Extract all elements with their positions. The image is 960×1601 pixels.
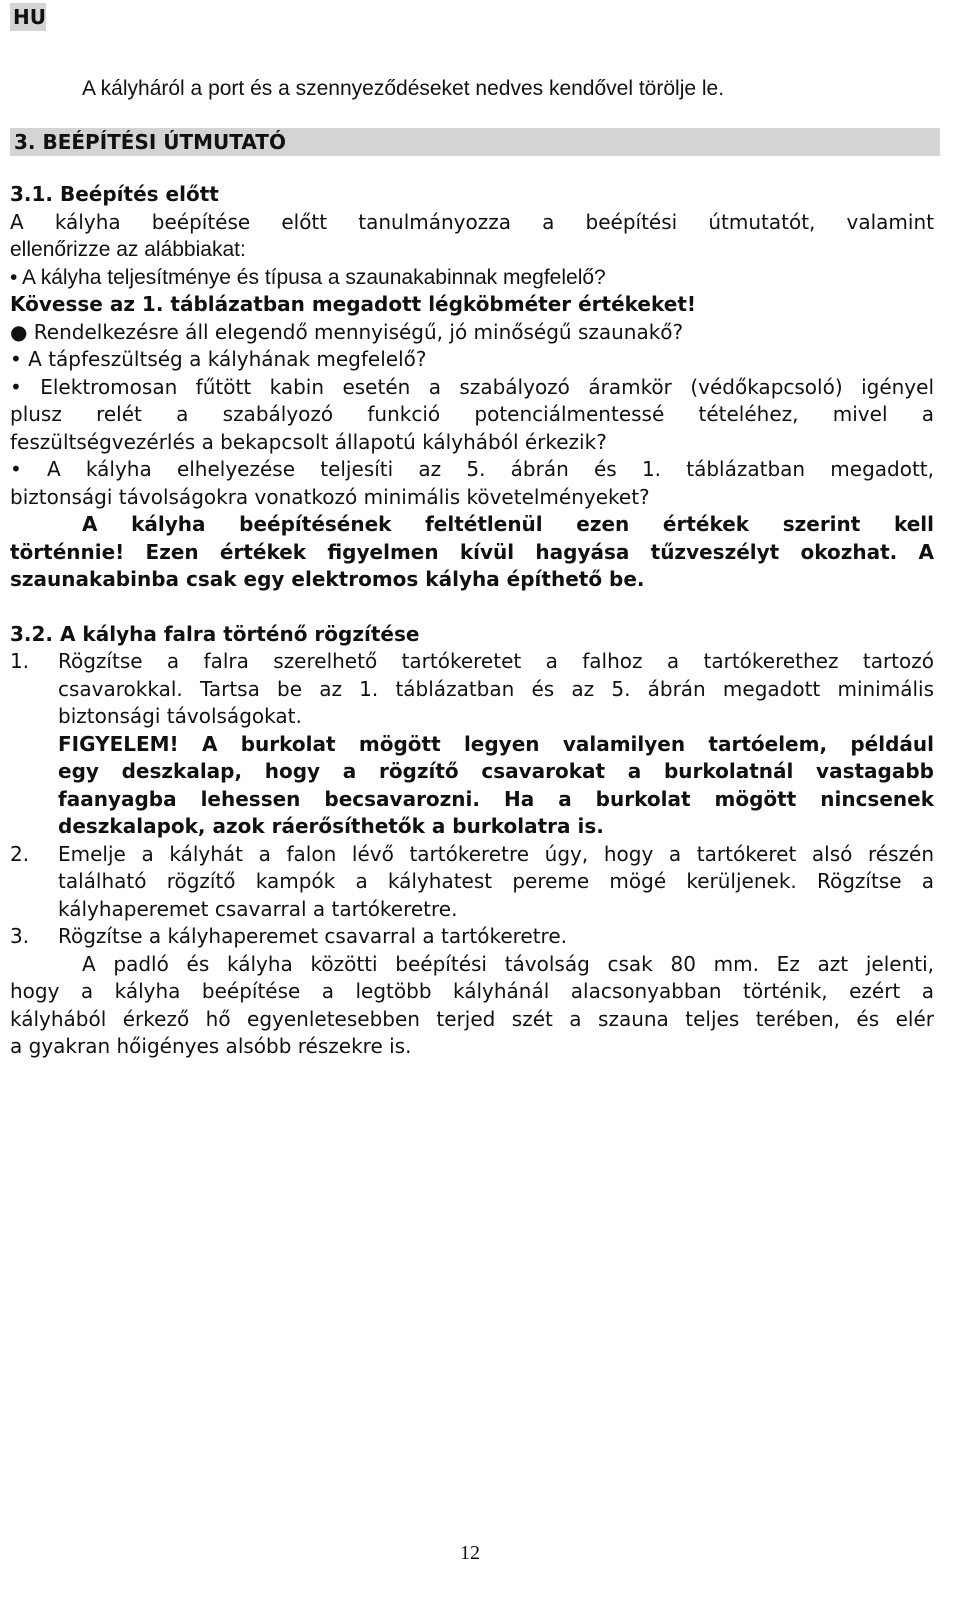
bullet-item: • A kályha teljesítménye és típusa a szaunakabinnak megfelelő? [10,265,606,289]
bullet-emphasis: Kövesse az 1. táblázatban megadott légköbméter értékeket! [10,292,696,316]
language-tag: HU [10,3,46,31]
bullet-item: • Elektromosan fűtött kabin esetén a szabályozó áramkör (védőkapcsoló) igényel [10,374,934,399]
subsection-title-3-1: 3.1. Beépítés előtt [10,182,219,206]
list-line: biztonsági távolságokat. [58,704,302,728]
warning-line: deszkalapok, azok ráerősíthetők a burkolatra is. [58,814,604,838]
closing-line: hogy a kályha beépítése a legtöbb kályhánál alacsonyabban történik, ezért a [10,979,934,1003]
warning-line: FIGYELEM! A burkolat mögött legyen valamilyen tartóelem, például [58,731,934,756]
bullet-item-cont: feszültségvezérlés a bekapcsolt állapotú kályhából érkezik? [10,429,607,454]
list-number: 1. [10,649,30,673]
page-number: 12 [460,1542,480,1564]
closing-line: kályhából érkező hő egyenletesebben terjed szét a szauna teljes terében, és elér [10,1006,934,1031]
list-item [10,923,934,951]
section-heading: 3. BEÉPÍTÉSI ÚTMUTATÓ [10,128,940,156]
list-line: kályhaperemet csavarral a tartókeretre. [58,896,458,921]
list-line: található rögzítő kampók a kályhatest pereme mögé kerüljenek. Rögzítse a [58,869,934,893]
paragraph-line: ellenőrizze az alábbiakat: [10,238,246,261]
paragraph-line: A kályha beépítése előtt tanulmányozza a beépítési útmutatót, valamint [10,209,934,234]
list-item [10,648,934,841]
list-line: csavarokkal. Tartsa be az 1. táblázatban és az 5. ábrán megadott minimális [58,676,934,701]
bullet-item: • A kályha elhelyezése teljesíti az 5. ábrán és 1. táblázatban megadott, [10,457,934,481]
warning-line: egy deszkalap, hogy a rögzítő csavarokat a burkolatnál vastagabb [58,759,934,783]
content-body [10,181,934,1061]
bullet-item: • A tápfeszültség a kályhának megfelelő? [10,347,427,371]
subsection-title-3-2: 3.2. A kályha falra történő rögzítése [10,621,420,646]
list-line: Rögzítse a falra szerelhető tartókeretet a falhoz a tartókerethez tartozó [58,649,934,673]
list-line: Rögzítse a kályhaperemet csavarral a tartókeretre. [58,924,567,948]
intro-text: A kályháról a port és a szennyeződéseket nedves kendővel törölje le. [82,77,725,100]
list-number: 2. [10,841,30,866]
closing-line: A padló és kályha közötti beépítési távolság csak 80 mm. Ez azt jelenti, [82,951,934,976]
bullet-item-cont: plusz relét a szabályozó funkció potenciálmentessé tételéhez, mivel a [10,402,934,426]
bullet-item-cont: biztonsági távolságokra vonatkozó minimális követelményeket? [10,484,650,509]
bullet-item: ● Rendelkezésre áll elegendő mennyiségű, jó minőségű szaunakő? [10,319,684,344]
closing-line: a gyakran hőigényes alsóbb részekre is. [10,1034,412,1058]
warning-line: A kályha beépítésének feltétlenül ezen értékek szerint kell [82,512,934,536]
list-number: 3. [10,924,30,948]
warning-line: faanyagba lehessen becsavarozni. Ha a burkolat mögött nincsenek [58,786,934,811]
list-item [10,841,934,924]
list-line: Emelje a kályhát a falon lévő tartókeretre úgy, hogy a tartókeret alsó részén [58,841,934,866]
warning-line: szaunakabinba csak egy elektromos kályha építhető be. [10,567,645,591]
warning-line: történnie! Ezen értékek figyelmen kívül hagyása tűzveszélyt okozhat. A [10,539,934,564]
